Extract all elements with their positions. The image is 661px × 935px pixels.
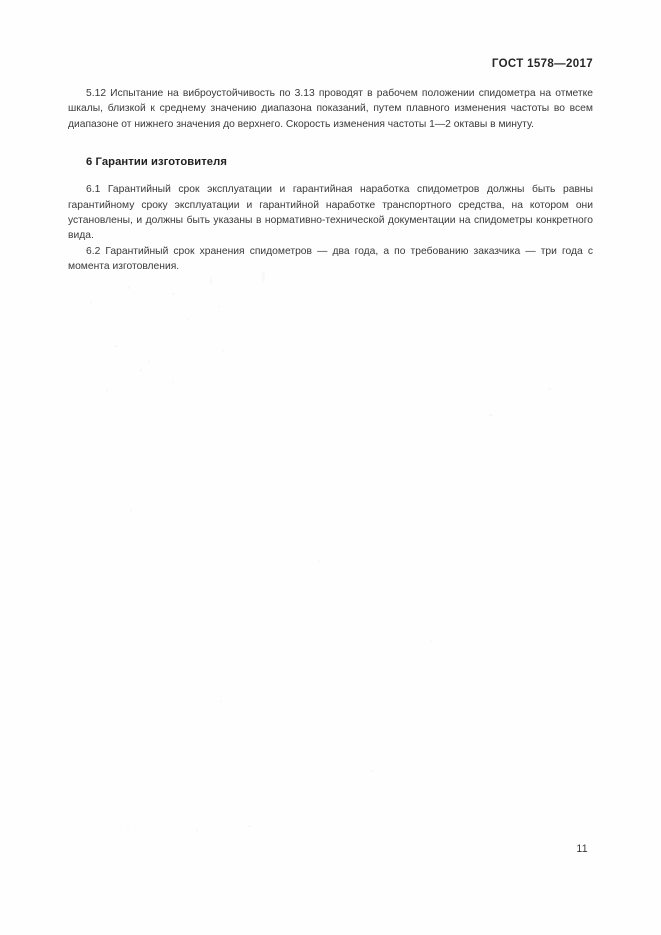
paragraph-5-12: 5.12 Испытание на виброустойчивость по 3.13 проводят в рабочем положении спидометра на отметке шкалы, близкой к среднему значению диапазона показаний, путем плавного изменения частоты во всем диапазоне от нижнего значения до верхнего. Скорость изменения частоты 1—2 октавы в минуту. — [68, 88, 593, 130]
document-body — [68, 86, 593, 275]
spacer — [68, 170, 593, 182]
page-header-standard-number: ГОСТ 1578—2017 — [491, 58, 593, 70]
paragraph-6-2: 6.2 Гарантийный срок хранения спидометров — два года, а по требованию заказчика — три года с момента изготовления. — [68, 245, 593, 273]
paragraph-6-1: 6.1 Гарантийный срок эксплуатации и гарантийная наработка спидометров должны быть равны гарантийному сроку эксплуатации и гарантийной наработке транспортного средства, на котором они установлены, и должны быть указаны в нормативно-технической документации на спидометры конкретного вида. — [68, 184, 593, 242]
page-number: 11 — [576, 843, 588, 855]
heading-section-6: 6 Гарантии изготовителя — [86, 156, 227, 169]
spacer — [68, 132, 593, 155]
